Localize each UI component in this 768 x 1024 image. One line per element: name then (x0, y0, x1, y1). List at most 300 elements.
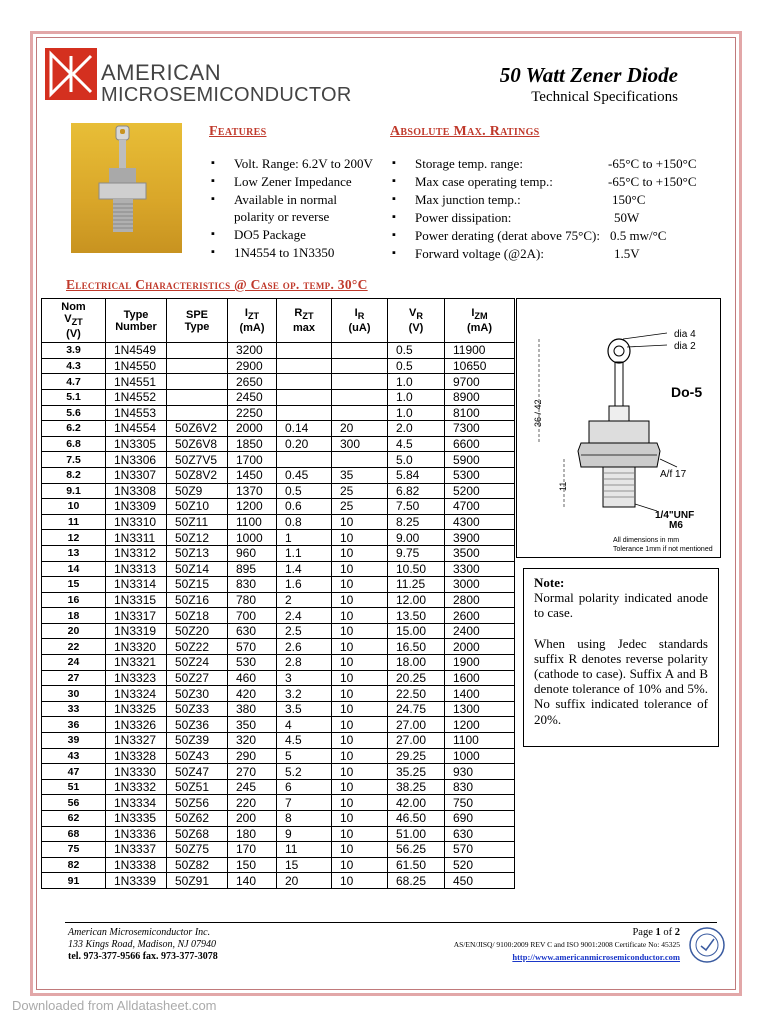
cell-nom-vzt: 14 (42, 561, 106, 577)
feature-item: ▪ Low Zener Impedance (209, 173, 384, 191)
features-heading: Features (209, 124, 267, 139)
cell-spe-type: 50Z6V8 (167, 436, 228, 452)
cell-rzt (277, 389, 332, 405)
cell-izt: 2900 (228, 358, 277, 374)
cell-izm: 750 (445, 795, 515, 811)
cell-ir: 10 (332, 826, 388, 842)
drawing-note1: All dimensions in mm (613, 537, 680, 544)
cell-izm: 690 (445, 811, 515, 827)
cell-type-number: 1N4554 (106, 421, 167, 437)
cell-ir: 10 (332, 764, 388, 780)
cell-spe-type (167, 358, 228, 374)
cell-izt: 420 (228, 686, 277, 702)
cell-vr: 61.50 (388, 857, 445, 873)
cell-izm: 8900 (445, 389, 515, 405)
cell-spe-type: 50Z18 (167, 608, 228, 624)
cell-rzt (277, 343, 332, 359)
cell-type-number: 1N3324 (106, 686, 167, 702)
footer-company: American Microsemiconductor Inc. (68, 927, 211, 938)
table-row (42, 733, 515, 749)
cell-rzt: 3 (277, 670, 332, 686)
cell-spe-type: 50Z33 (167, 701, 228, 717)
cell-type-number: 1N3308 (106, 483, 167, 499)
cell-vr: 20.25 (388, 670, 445, 686)
cell-ir: 10 (332, 623, 388, 639)
cell-izm: 11900 (445, 343, 515, 359)
cell-spe-type: 50Z7V5 (167, 452, 228, 468)
cell-izm: 3900 (445, 530, 515, 546)
cell-izt: 1100 (228, 514, 277, 530)
cell-izt: 570 (228, 639, 277, 655)
cell-ir: 10 (332, 530, 388, 546)
cell-nom-vzt: 7.5 (42, 452, 106, 468)
cell-type-number: 1N3328 (106, 748, 167, 764)
cell-type-number: 1N3332 (106, 779, 167, 795)
cell-vr: 56.25 (388, 842, 445, 858)
cell-nom-vzt: 39 (42, 733, 106, 749)
cell-spe-type: 50Z27 (167, 670, 228, 686)
table-body (42, 343, 515, 889)
cell-nom-vzt: 4.3 (42, 358, 106, 374)
cell-nom-vzt: 13 (42, 545, 106, 561)
table-row (42, 389, 515, 405)
cell-spe-type: 50Z82 (167, 857, 228, 873)
cell-ir (332, 452, 388, 468)
cell-ir (332, 374, 388, 390)
cell-rzt: 5 (277, 748, 332, 764)
cell-rzt: 8 (277, 811, 332, 827)
cell-nom-vzt: 43 (42, 748, 106, 764)
cell-spe-type: 50Z75 (167, 842, 228, 858)
package-drawing (516, 298, 721, 558)
cell-vr: 16.50 (388, 639, 445, 655)
page-total: 2 (674, 927, 680, 938)
cell-nom-vzt: 11 (42, 514, 106, 530)
table-row (42, 639, 515, 655)
cell-vr: 11.25 (388, 577, 445, 593)
cell-izt: 530 (228, 655, 277, 671)
cell-rzt: 1.4 (277, 561, 332, 577)
cell-nom-vzt: 91 (42, 873, 106, 889)
cell-ir: 10 (332, 514, 388, 530)
cell-nom-vzt: 5.6 (42, 405, 106, 421)
cell-ir: 10 (332, 608, 388, 624)
table-row (42, 467, 515, 483)
table-row (42, 436, 515, 452)
cell-ir: 10 (332, 733, 388, 749)
cell-rzt: 0.14 (277, 421, 332, 437)
table-row (42, 514, 515, 530)
cell-rzt (277, 374, 332, 390)
cell-nom-vzt: 82 (42, 857, 106, 873)
cell-spe-type: 50Z68 (167, 826, 228, 842)
cell-type-number: 1N4549 (106, 343, 167, 359)
cell-rzt: 7 (277, 795, 332, 811)
feature-item: ▪ DO5 Package (209, 226, 384, 244)
cell-spe-type: 50Z30 (167, 686, 228, 702)
cell-spe-type: 50Z62 (167, 811, 228, 827)
cell-spe-type: 50Z13 (167, 545, 228, 561)
table-row (42, 655, 515, 671)
cell-izt: 180 (228, 826, 277, 842)
cell-nom-vzt: 16 (42, 592, 106, 608)
company-logo-mark (45, 48, 97, 100)
cell-izm: 1400 (445, 686, 515, 702)
cell-spe-type: 50Z56 (167, 795, 228, 811)
cell-type-number: 1N3335 (106, 811, 167, 827)
cell-izt: 630 (228, 623, 277, 639)
cell-nom-vzt: 15 (42, 577, 106, 593)
cell-izt: 170 (228, 842, 277, 858)
cell-ir: 35 (332, 467, 388, 483)
table-row (42, 608, 515, 624)
note-box (523, 568, 719, 747)
cell-nom-vzt: 5.1 (42, 389, 106, 405)
download-watermark: Downloaded from Alldatasheet.com (12, 998, 217, 1013)
cell-ir: 10 (332, 577, 388, 593)
cell-ir: 10 (332, 717, 388, 733)
cell-ir: 10 (332, 795, 388, 811)
cell-rzt: 0.20 (277, 436, 332, 452)
cell-nom-vzt: 12 (42, 530, 106, 546)
cell-izt: 1000 (228, 530, 277, 546)
cell-nom-vzt: 51 (42, 779, 106, 795)
table-row (42, 592, 515, 608)
col-header-izt: $I_{ZT}$ (mA) (228, 299, 277, 343)
table-row (42, 499, 515, 515)
cell-ir: 10 (332, 561, 388, 577)
cell-ir: 10 (332, 701, 388, 717)
cell-nom-vzt: 22 (42, 639, 106, 655)
cell-type-number: 1N4550 (106, 358, 167, 374)
ratings-heading: Absolute Max. Ratings (390, 124, 540, 139)
cell-izm: 570 (445, 842, 515, 858)
drawing-label-dia4: dia 4 (674, 329, 696, 340)
cell-vr: 18.00 (388, 655, 445, 671)
cell-spe-type: 50Z14 (167, 561, 228, 577)
cell-nom-vzt: 10 (42, 499, 106, 515)
drawing-label-stud-length: 11 (558, 481, 568, 491)
cell-ir: 10 (332, 686, 388, 702)
cell-vr: 22.50 (388, 686, 445, 702)
cell-izm: 1900 (445, 655, 515, 671)
cell-ir (332, 358, 388, 374)
cell-type-number: 1N3320 (106, 639, 167, 655)
footer-certification: AS/EN/JISQ/ 9100:2009 REV C and ISO 9001:2008 Certificate No: 45325 (453, 940, 680, 949)
cell-rzt: 1.1 (277, 545, 332, 561)
cell-izt: 245 (228, 779, 277, 795)
table-row (42, 670, 515, 686)
rating-value: 50W (614, 210, 640, 225)
cell-nom-vzt: 18 (42, 608, 106, 624)
cell-nom-vzt: 62 (42, 811, 106, 827)
cell-rzt: 9 (277, 826, 332, 842)
cell-ir: 10 (332, 811, 388, 827)
cell-vr: 38.25 (388, 779, 445, 795)
cell-type-number: 1N3306 (106, 452, 167, 468)
cell-rzt: 2.6 (277, 639, 332, 655)
cell-vr: 27.00 (388, 717, 445, 733)
cell-izt: 380 (228, 701, 277, 717)
cell-vr: 51.00 (388, 826, 445, 842)
cell-nom-vzt: 33 (42, 701, 106, 717)
cell-type-number: 1N3305 (106, 436, 167, 452)
cell-nom-vzt: 47 (42, 764, 106, 780)
page-of: of (660, 927, 675, 938)
cell-izt: 140 (228, 873, 277, 889)
cell-rzt: 3.5 (277, 701, 332, 717)
cell-type-number: 1N3325 (106, 701, 167, 717)
cell-ir (332, 389, 388, 405)
cell-type-number: 1N3311 (106, 530, 167, 546)
cell-type-number: 1N3319 (106, 623, 167, 639)
cell-nom-vzt: 6.2 (42, 421, 106, 437)
cell-izm: 1200 (445, 717, 515, 733)
cell-type-number: 1N3315 (106, 592, 167, 608)
cell-ir: 10 (332, 670, 388, 686)
cell-rzt (277, 358, 332, 374)
table-row (42, 374, 515, 390)
cell-rzt: 2.5 (277, 623, 332, 639)
cell-izm: 4300 (445, 514, 515, 530)
cell-type-number: 1N4553 (106, 405, 167, 421)
cell-nom-vzt: 20 (42, 623, 106, 639)
cell-izt: 780 (228, 592, 277, 608)
cell-vr: 4.5 (388, 436, 445, 452)
cell-type-number: 1N3317 (106, 608, 167, 624)
cell-vr: 5.0 (388, 452, 445, 468)
footer-website-link[interactable]: http://www.americanmicrosemiconductor.com (512, 952, 680, 962)
drawing-label-dia2: dia 2 (674, 341, 696, 352)
rating-value: -65°C to +150°C (608, 156, 697, 171)
cell-izm: 630 (445, 826, 515, 842)
cell-izt: 220 (228, 795, 277, 811)
cell-izm: 450 (445, 873, 515, 889)
cell-izt: 2250 (228, 405, 277, 421)
cell-izm: 3000 (445, 577, 515, 593)
cell-rzt: 2 (277, 592, 332, 608)
cell-izm: 1600 (445, 670, 515, 686)
cell-type-number: 1N3323 (106, 670, 167, 686)
cell-ir (332, 343, 388, 359)
cell-rzt: 0.6 (277, 499, 332, 515)
cell-nom-vzt: 36 (42, 717, 106, 733)
rating-label: Power derating (derat above 75°C): (415, 228, 600, 243)
cell-nom-vzt: 68 (42, 826, 106, 842)
cell-rzt: 11 (277, 842, 332, 858)
cell-izt: 270 (228, 764, 277, 780)
cell-izm: 2600 (445, 608, 515, 624)
feature-item: ▪ Volt. Range: 6.2V to 200V (209, 155, 384, 173)
features-list (209, 155, 384, 262)
col-header-type-number: Type Number (106, 299, 167, 343)
cell-nom-vzt: 27 (42, 670, 106, 686)
cell-vr: 9.00 (388, 530, 445, 546)
cell-spe-type (167, 389, 228, 405)
cell-vr: 35.25 (388, 764, 445, 780)
table-header-row (42, 299, 515, 343)
note-title: Note: (534, 575, 565, 590)
cell-izm: 9700 (445, 374, 515, 390)
cell-izm: 2800 (445, 592, 515, 608)
rating-label: Forward voltage (@2A): (415, 246, 544, 261)
cell-nom-vzt: 56 (42, 795, 106, 811)
feature-item: polarity or reverse (234, 209, 330, 225)
cell-vr: 46.50 (388, 811, 445, 827)
cell-rzt: 3.2 (277, 686, 332, 702)
table-row (42, 545, 515, 561)
cell-type-number: 1N3337 (106, 842, 167, 858)
cell-spe-type: 50Z39 (167, 733, 228, 749)
table-row (42, 405, 515, 421)
cell-izm: 2000 (445, 639, 515, 655)
cell-ir: 10 (332, 639, 388, 655)
rating-value: 150°C (612, 192, 646, 207)
cell-rzt (277, 405, 332, 421)
cell-rzt: 2.8 (277, 655, 332, 671)
cell-spe-type (167, 405, 228, 421)
cell-izm: 3300 (445, 561, 515, 577)
rating-value: 1.5V (614, 246, 640, 261)
cell-rzt: 0.45 (277, 467, 332, 483)
cell-izm: 6600 (445, 436, 515, 452)
feature-item: ▪ 1N4554 to 1N3350 (209, 244, 384, 262)
electrical-characteristics-table (41, 298, 515, 889)
table-row (42, 826, 515, 842)
drawing-label-package: Do-5 (671, 384, 703, 400)
table-row (42, 452, 515, 468)
cell-spe-type: 50Z20 (167, 623, 228, 639)
cell-vr: 12.00 (388, 592, 445, 608)
cell-ir: 10 (332, 857, 388, 873)
table-row (42, 623, 515, 639)
cell-rzt: 0.5 (277, 483, 332, 499)
cell-vr: 5.84 (388, 467, 445, 483)
brand-line2: MICROSEMICONDUCTOR (101, 84, 352, 106)
cell-rzt: 15 (277, 857, 332, 873)
rating-value: 0.5 mw/°C (610, 228, 667, 243)
cell-spe-type: 50Z8V2 (167, 467, 228, 483)
cell-izm: 1100 (445, 733, 515, 749)
col-header-izm: $I_{ZM}$ (mA) (445, 299, 515, 343)
cell-ir: 25 (332, 483, 388, 499)
rating-value: -65°C to +150°C (608, 174, 697, 189)
document-title: 50 Watt Zener Diode (499, 63, 678, 87)
drawing-label-af: A/f 17 (660, 469, 687, 480)
cell-izm: 10650 (445, 358, 515, 374)
cell-rzt: 1 (277, 530, 332, 546)
cell-spe-type (167, 374, 228, 390)
cell-izt: 830 (228, 577, 277, 593)
note-paragraph-1: Normal polarity indicated anode to case. (534, 590, 708, 621)
cell-izm: 830 (445, 779, 515, 795)
page-prefix: Page (632, 927, 656, 938)
drawing-label-thread2: M6 (669, 520, 683, 531)
cell-nom-vzt: 3.9 (42, 343, 106, 359)
cell-izt: 1850 (228, 436, 277, 452)
col-header-ir: $I_R$ (uA) (332, 299, 388, 343)
cell-nom-vzt: 9.1 (42, 483, 106, 499)
product-photo (71, 123, 182, 253)
cell-izm: 1300 (445, 701, 515, 717)
table-row (42, 842, 515, 858)
note-paragraph-2: When using Jedec standards suffix R denotes reverse polarity (cathode to case). Suffix A and B denote tolerance of 10% and 5%. No suffix indicated tolerance of 20%. (534, 635, 708, 727)
cell-rzt: 2.4 (277, 608, 332, 624)
cell-izt: 895 (228, 561, 277, 577)
cell-type-number: 1N3310 (106, 514, 167, 530)
cell-izt: 150 (228, 857, 277, 873)
footer-divider (65, 922, 717, 923)
feature-item: ▪ Available in normal (209, 191, 384, 209)
footer-address: 133 Kings Road, Madison, NJ 07940 (68, 939, 217, 950)
rating-label: Max junction temp.: (415, 192, 521, 207)
cell-izt: 1450 (228, 467, 277, 483)
cell-izt: 960 (228, 545, 277, 561)
cell-izm: 5200 (445, 483, 515, 499)
cell-spe-type: 50Z6V2 (167, 421, 228, 437)
cell-type-number: 1N3326 (106, 717, 167, 733)
cell-izm: 5300 (445, 467, 515, 483)
cell-vr: 13.50 (388, 608, 445, 624)
cell-spe-type: 50Z12 (167, 530, 228, 546)
cell-type-number: 1N3327 (106, 733, 167, 749)
cell-vr: 10.50 (388, 561, 445, 577)
cell-izm: 8100 (445, 405, 515, 421)
cell-ir: 20 (332, 421, 388, 437)
rating-label: Max case operating temp.: (415, 174, 553, 189)
cell-izt: 1200 (228, 499, 277, 515)
cell-rzt: 4.5 (277, 733, 332, 749)
cell-vr: 1.0 (388, 405, 445, 421)
cell-type-number: 1N3334 (106, 795, 167, 811)
cell-type-number: 1N3312 (106, 545, 167, 561)
cell-vr: 1.0 (388, 389, 445, 405)
cell-ir: 10 (332, 873, 388, 889)
cell-rzt: 5.2 (277, 764, 332, 780)
cell-spe-type: 50Z16 (167, 592, 228, 608)
cell-type-number: 1N3307 (106, 467, 167, 483)
cell-spe-type: 50Z24 (167, 655, 228, 671)
cell-izt: 2450 (228, 389, 277, 405)
cell-spe-type: 50Z10 (167, 499, 228, 515)
table-row (42, 701, 515, 717)
cell-vr: 6.82 (388, 483, 445, 499)
cell-vr: 15.00 (388, 623, 445, 639)
table-row (42, 779, 515, 795)
cell-vr: 9.75 (388, 545, 445, 561)
cell-spe-type: 50Z36 (167, 717, 228, 733)
cell-izt: 320 (228, 733, 277, 749)
cell-ir: 25 (332, 499, 388, 515)
cell-type-number: 1N3309 (106, 499, 167, 515)
cell-type-number: 1N4551 (106, 374, 167, 390)
cell-izm: 5900 (445, 452, 515, 468)
cell-izt: 700 (228, 608, 277, 624)
cell-izm: 4700 (445, 499, 515, 515)
cell-izm: 3500 (445, 545, 515, 561)
cell-izm: 520 (445, 857, 515, 873)
cell-izm: 1000 (445, 748, 515, 764)
table-row (42, 577, 515, 593)
cell-vr: 24.75 (388, 701, 445, 717)
document-subtitle: Technical Specifications (531, 89, 678, 105)
table-row (42, 717, 515, 733)
cell-rzt: 1.6 (277, 577, 332, 593)
cell-rzt: 20 (277, 873, 332, 889)
drawing-label-thread1: 1/4"UNF (655, 510, 695, 521)
cell-vr: 27.00 (388, 733, 445, 749)
cell-ir: 10 (332, 842, 388, 858)
